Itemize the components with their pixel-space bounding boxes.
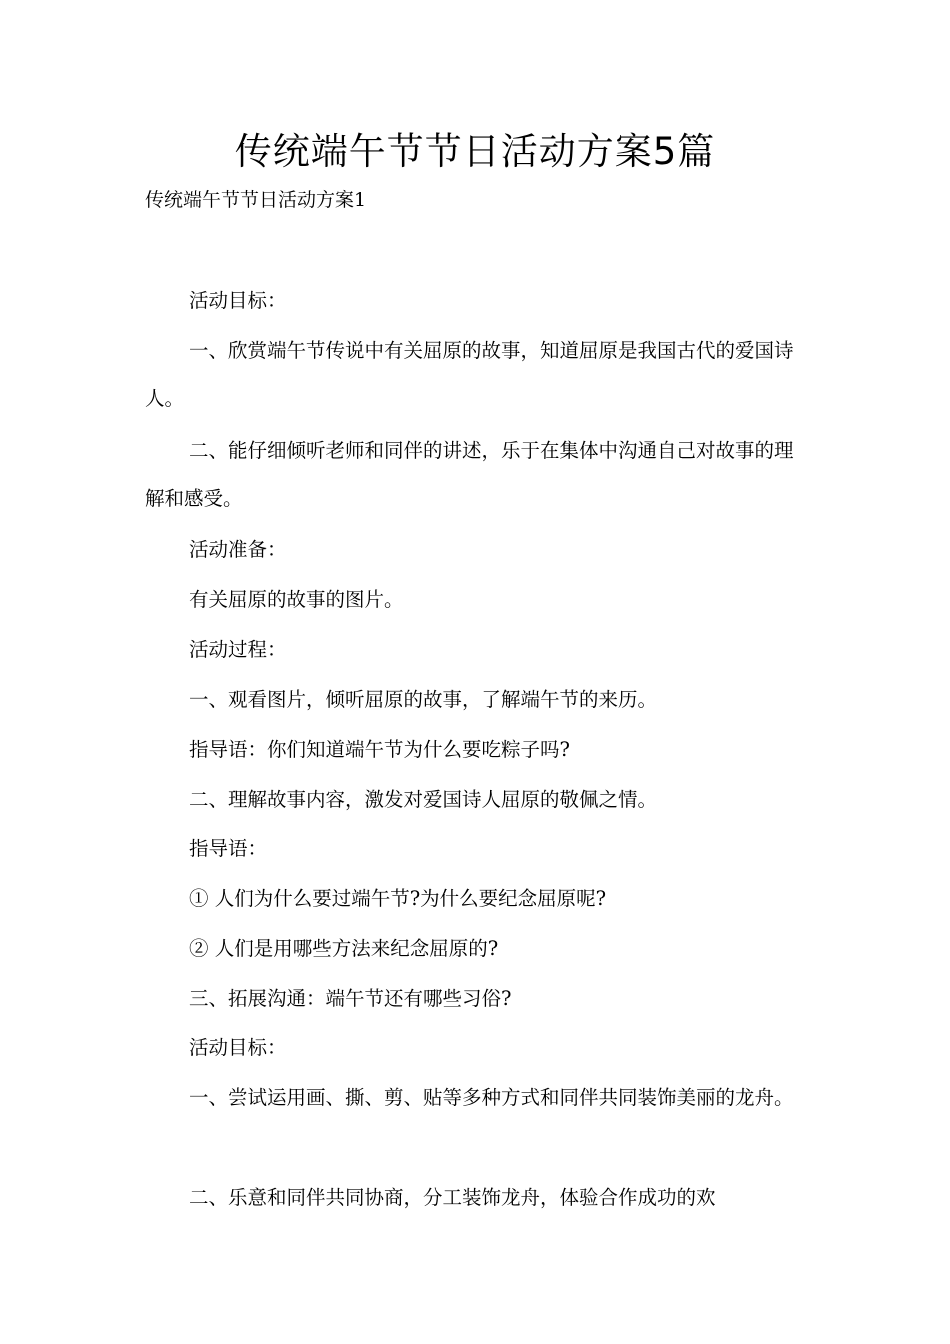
paragraph: 二、能仔细倾听老师和同伴的讲述，乐于在集体中沟通自己对故事的理解和感受。 [145, 439, 794, 510]
paragraph: 一、尝试运用画、撕、剪、贴等多种方式和同伴共同装饰美丽的龙舟。 [189, 1086, 794, 1109]
paragraph: 三、拓展沟通：端午节还有哪些习俗? [189, 987, 512, 1010]
paragraph: 指导语： [189, 837, 268, 860]
paragraph: ② 人们是用哪些方法来纪念屈原的? [189, 937, 499, 960]
paragraph: 二、理解故事内容，激发对爱国诗人屈原的敬佩之情。 [189, 788, 658, 811]
paragraph: 指导语：你们知道端午节为什么要吃粽子吗? [189, 738, 570, 761]
paragraph: 活动过程： [189, 638, 287, 661]
paragraph: 二、乐意和同伴共同协商，分工装饰龙舟，体验合作成功的欢 [189, 1186, 716, 1209]
paragraph: ① 人们为什么要过端午节?为什么要纪念屈原呢? [189, 887, 607, 910]
paragraph: 有关屈原的故事的图片。 [189, 588, 404, 611]
paragraph: 活动目标： [189, 289, 287, 312]
paragraph: 活动目标： [189, 1036, 287, 1059]
document-title: 传统端午节节日活动方案5篇 [234, 130, 716, 173]
paragraph: 一、欣赏端午节传说中有关屈原的故事，知道屈原是我国古代的爱国诗人。 [145, 339, 794, 410]
paragraph: 活动准备： [189, 538, 287, 561]
paragraph: 一、观看图片，倾听屈原的故事，了解端午节的来历。 [189, 688, 658, 711]
document-subtitle: 传统端午节节日活动方案1 [145, 189, 367, 211]
